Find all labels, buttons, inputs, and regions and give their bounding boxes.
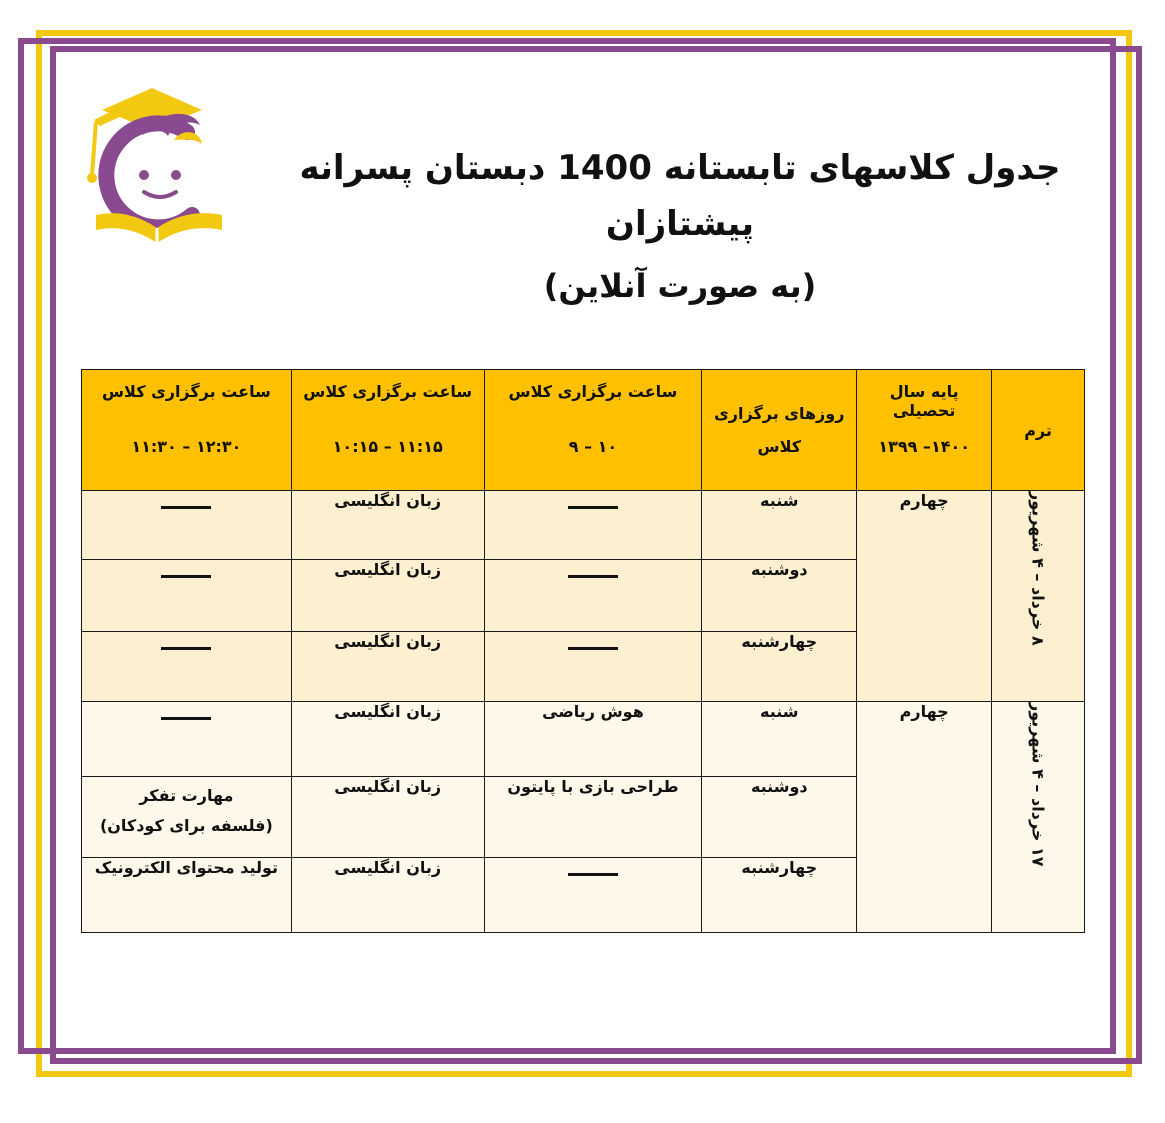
empty-dash [161, 647, 211, 650]
term-cell: ۱۷ خرداد – ۴ شهریور [992, 702, 1085, 933]
empty-dash [568, 506, 618, 509]
header-days: روزهای برگزاری کلاس [702, 370, 857, 491]
slot2-cell: زبان انگلیسی [291, 858, 484, 933]
empty-dash [568, 873, 618, 876]
day-cell: شنبه [702, 491, 857, 560]
page-title: جدول کلاسهای تابستانه 1400 دبستان پسرانه پیشتازان [299, 148, 1061, 244]
slot1-cell [484, 560, 702, 632]
slot2-cell: زبان انگلیسی [291, 491, 484, 560]
slot1-cell [484, 491, 702, 560]
grade-cell: چهارم [857, 702, 992, 933]
page-subtitle: (به صورت آنلاین) [543, 267, 817, 305]
header-slot2: ساعت برگزاری کلاس ۱۱:۱۵ – ۱۰:۱۵ [291, 370, 484, 491]
slot3-cell [82, 491, 292, 560]
school-logo [82, 80, 232, 250]
day-cell: چهارشنبه [702, 858, 857, 933]
slot2-cell: زبان انگلیسی [291, 560, 484, 632]
day-cell: دوشنبه [702, 560, 857, 632]
header-term: ترم [992, 370, 1085, 491]
term-1-group [82, 491, 1085, 702]
slot3-cell: تولید محتوای الکترونیک [82, 858, 292, 933]
day-cell: چهارشنبه [702, 632, 857, 702]
slot1-cell: هوش ریاضی [484, 702, 702, 777]
header-slot3: ساعت برگزاری کلاس ۱۲:۳۰ – ۱۱:۳۰ [82, 370, 292, 491]
header-slot1: ساعت برگزاری کلاس ۱۰ – ۹ [484, 370, 702, 491]
term-2-group [82, 702, 1085, 933]
day-cell: دوشنبه [702, 777, 857, 858]
slot1-cell [484, 632, 702, 702]
slot3-cell: مهارت تفکر (فلسفه برای کودکان) [82, 777, 292, 858]
header-grade: پایه سال تحصیلی ۱۴۰۰– ۱۳۹۹ [857, 370, 992, 491]
slot3-cell [82, 702, 292, 777]
table-row [82, 491, 1085, 560]
slot3-cell [82, 632, 292, 702]
term-cell: ۸ خرداد – ۴ شهریور [992, 491, 1085, 702]
table-row [82, 702, 1085, 777]
slot2-cell: زبان انگلیسی [291, 632, 484, 702]
slot1-cell: طراحی بازی با پایتون [484, 777, 702, 858]
schedule-table [81, 369, 1085, 933]
empty-dash [161, 717, 211, 720]
title-block [250, 140, 1110, 314]
day-cell: شنبه [702, 702, 857, 777]
slot2-cell: زبان انگلیسی [291, 777, 484, 858]
header-row [82, 370, 1085, 491]
slot2-cell: زبان انگلیسی [291, 702, 484, 777]
empty-dash [161, 506, 211, 509]
empty-dash [568, 647, 618, 650]
empty-dash [161, 575, 211, 578]
empty-dash [568, 575, 618, 578]
slot3-cell [82, 560, 292, 632]
slot1-cell [484, 858, 702, 933]
grade-cell: چهارم [857, 491, 992, 702]
